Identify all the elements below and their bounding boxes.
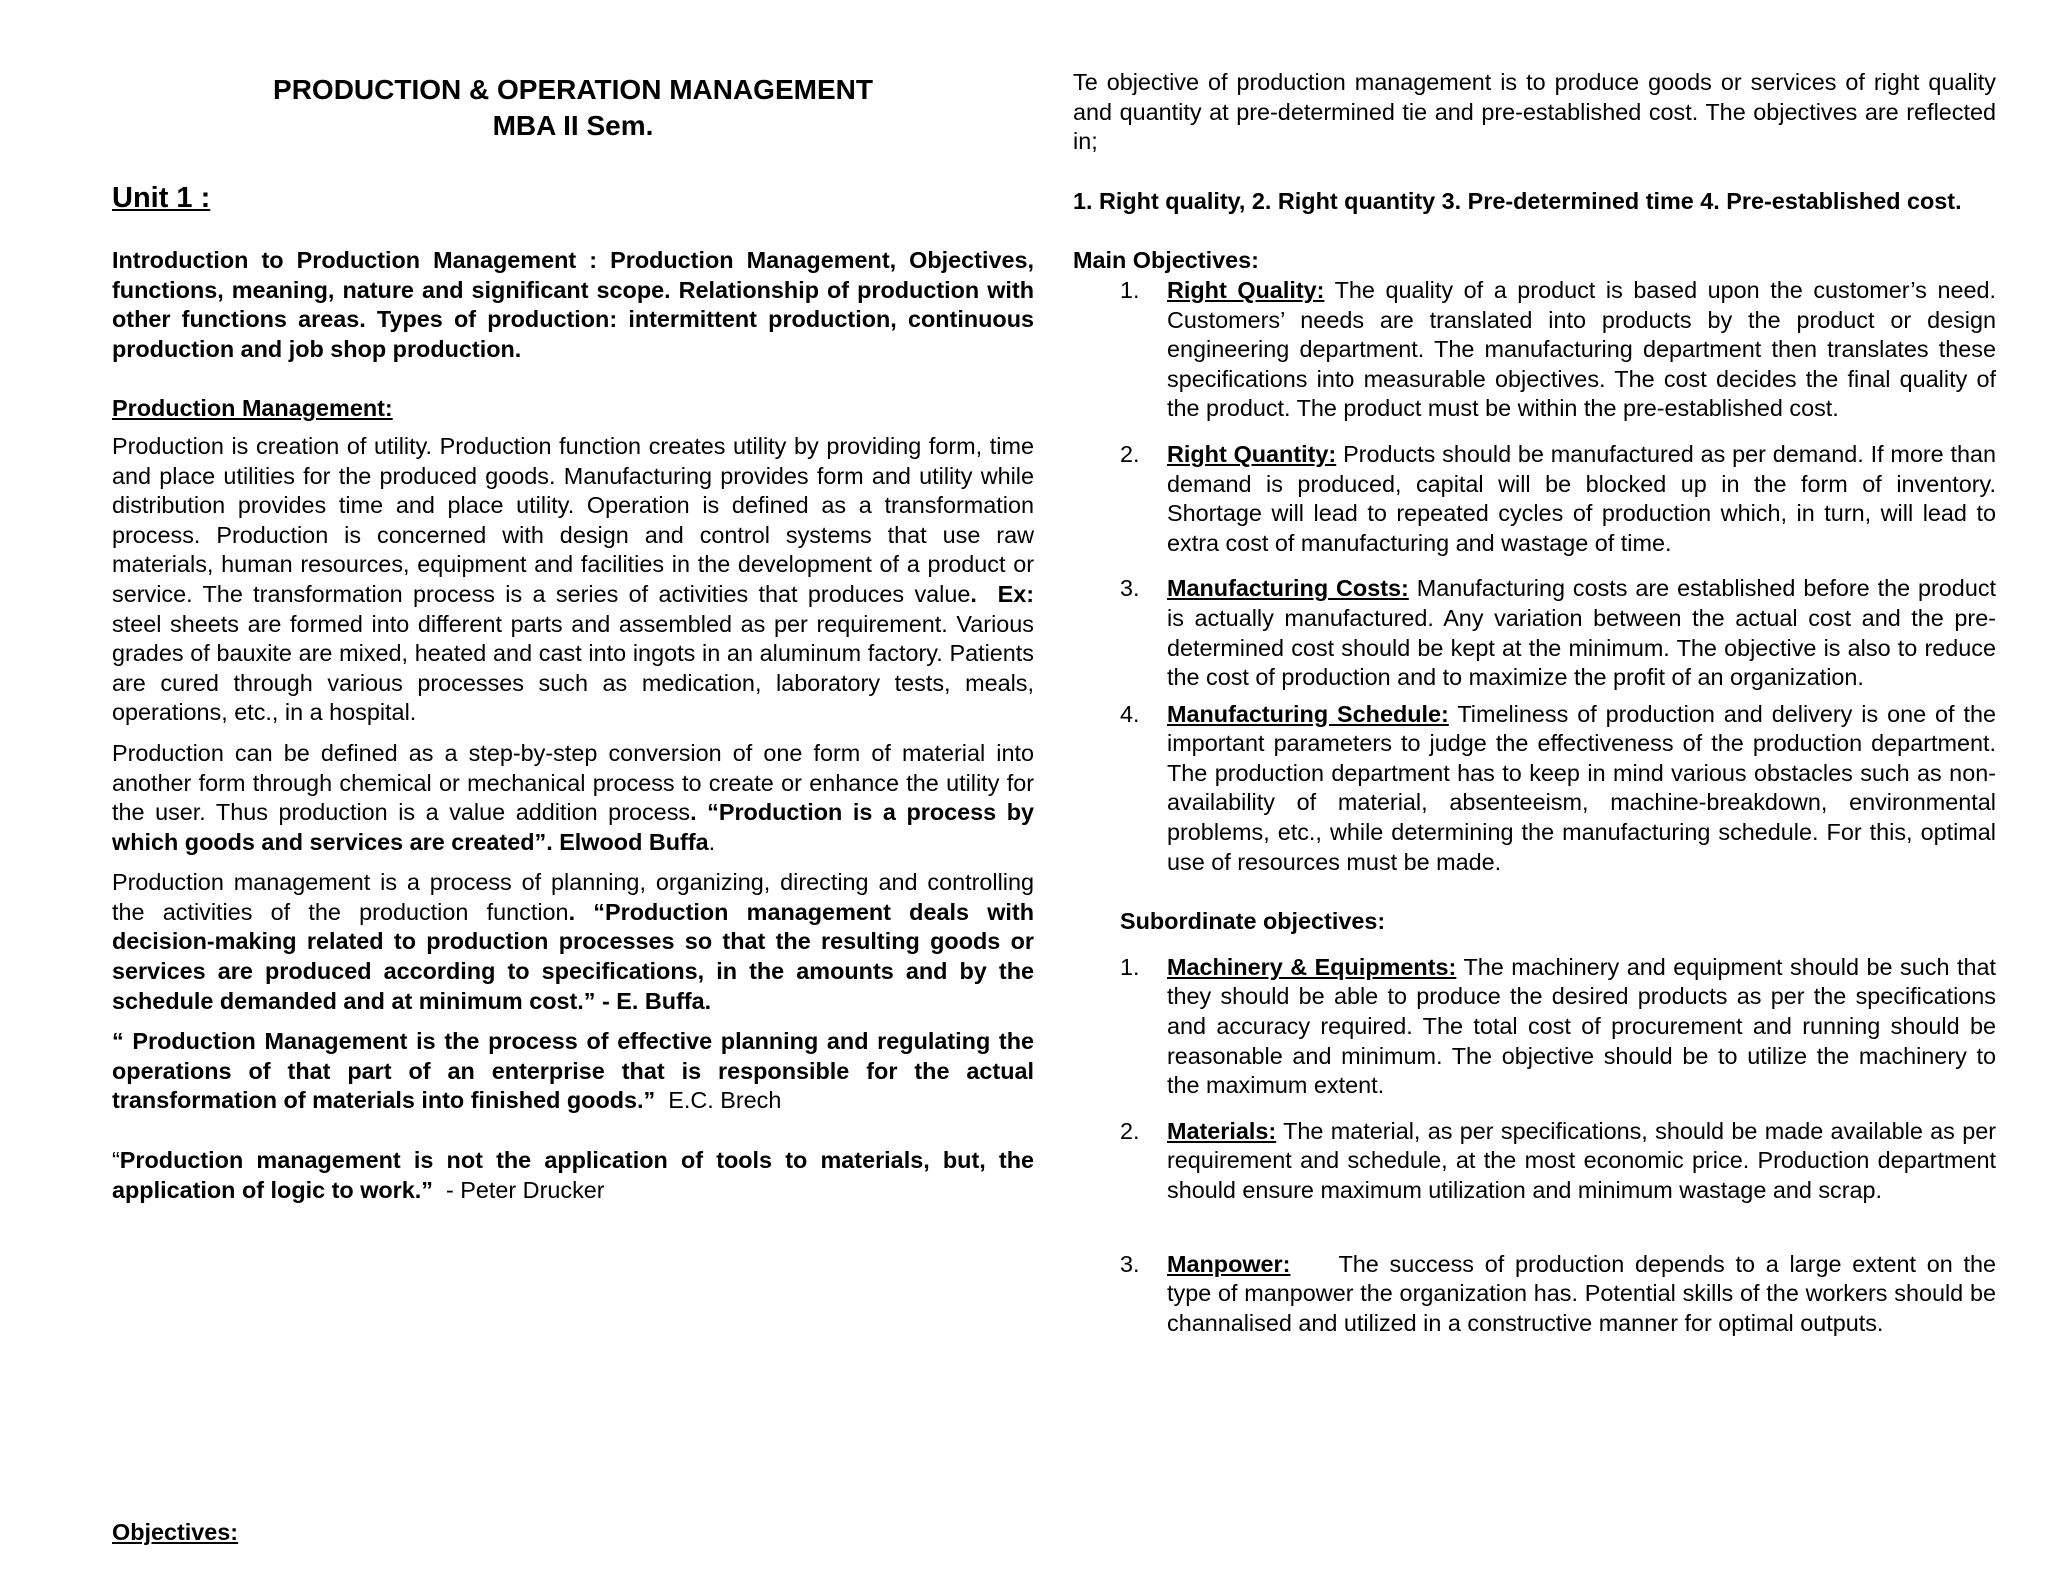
list-item-text: The success of production depends to a large extent on the type of manpower the organization has. Potential skills of the workers should be channalised and utilized in a constructive manner for optimal outputs. [1167, 1250, 1996, 1336]
para2-quote: . “Production is a process by which goods and services are created”. Elwood Buffa [112, 799, 1035, 855]
production-management-heading: Production Management: [112, 395, 393, 422]
list-item [1073, 1250, 1996, 1339]
list-item [1073, 700, 1996, 878]
para1-text-a: Production is creation of utility. Production function creates utility by providing form, time and place utilities for the produced goods. Manufacturing provides form and utility while distribution provides time and place utility. Operation is defined as a transformation process. Production is concerned with design and control systems that use raw materials, human resources, equipment and facilities in the development of a product or service. The transformation process is a series of activities that produces value [112, 432, 1034, 607]
list-item [1073, 953, 1996, 1101]
title-line: PRODUCTION & OPERATION MANAGEMENT [273, 74, 873, 105]
list-number: 1. [1120, 953, 1140, 980]
paragraph-4 [112, 1027, 1034, 1116]
para1-ex-dot: . [970, 580, 977, 607]
para2-end: . [708, 828, 716, 855]
list-number: 3. [1120, 575, 1140, 602]
para5-author: - Peter Drucker [445, 1176, 605, 1203]
list-item [1073, 276, 1996, 424]
subordinate-objectives-list [1073, 953, 1996, 1339]
list-item-label: Manufacturing Costs: [1167, 575, 1409, 602]
objectives-heading: Objectives: [112, 1519, 239, 1545]
para2-text: Production can be defined as a step-by-step conversion of one form of material into another form through chemical or mechanical process to create or enhance the utility for the user. Thus production is a value addition process [112, 739, 1034, 826]
objective-intro: Te objective of production management is to produce goods or services of right quality and quantity at pre-determined tie and pre-established cost. The objectives are reflected in; [1073, 69, 1996, 155]
list-item-text: The machinery and equipment should be such that they should be able to produce the desired products as per the specifications and accuracy required. The total cost of procurement and running should be reasonable and minimum. The objective should be to utilize the machinery to the maximum extent. [1167, 953, 1997, 1099]
list-item-label: Manufacturing Schedule: [1167, 700, 1449, 727]
list-item-label: Machinery & Equipments: [1167, 953, 1457, 980]
para1-ex-label: Ex: [997, 580, 1034, 607]
list-item [1073, 440, 1996, 558]
list-number: 3. [1120, 1250, 1140, 1277]
list-item-text: The material, as per specifications, should be made available as per requirement and schedule, at the most economic price. Production department should ensure maximum utilization and minimum wastage and scrap. [1167, 1117, 1997, 1203]
paragraph-3 [112, 868, 1034, 1016]
list-item-label: Manpower: [1167, 1250, 1291, 1277]
main-objectives-heading: Main Objectives: [1073, 247, 1259, 274]
unit-intro: Introduction to Production Management : Production Management, Objectives, functions, meaning, nature and significant scope. Relationship of production with other functions areas. Types of production: intermittent production, continuous production and job shop production. [112, 247, 1034, 362]
paragraph-1 [112, 432, 1034, 728]
list-item-label: Right Quantity: [1167, 440, 1337, 467]
list-item [1073, 1117, 1996, 1206]
para1-text-b: steel sheets are formed into different parts and assembled as per requirement. Various grades of bauxite are mixed, heated and cast into ingots in an aluminum factory. Patients are cured through various processes such as medication, laboratory tests, meals, operations, etc., in a hospital. [112, 610, 1034, 726]
list-number: 2. [1120, 1117, 1140, 1144]
list-item-label: Materials: [1167, 1117, 1277, 1144]
left-column [112, 62, 1034, 1205]
main-objectives-list [1073, 276, 1996, 877]
list-number: 4. [1120, 700, 1140, 727]
unit-heading: Unit 1 : [112, 182, 211, 214]
paragraph-2 [112, 739, 1034, 857]
reflected-objectives-list: 1. Right quality, 2. Right quantity 3. Pre-determined time 4. Pre-established cost. [1073, 187, 1962, 214]
para5-open-quote: “ [112, 1147, 120, 1174]
document-title [112, 72, 1034, 144]
para4-author: E.C. Brech [668, 1087, 782, 1114]
para3-text: Production management is a process of planning, organizing, directing and controlling the activities of the production function [112, 869, 1034, 925]
para5-quote: Production management is not the application of tools to materials, but, the application of logic to work.” [112, 1147, 1034, 1203]
list-item-text: The quality of a product is based upon the customer’s need. Customers’ needs are translated into products by the product or design engineering department. The manufacturing department then translates these specifications into measurable objectives. The cost decides the final quality of the product. The product must be within the pre-established cost. [1167, 276, 1996, 422]
paragraph-5 [112, 1146, 1034, 1205]
subtitle-line: MBA II Sem. [492, 110, 654, 141]
subordinate-objectives-heading: Subordinate objectives: [1120, 908, 1386, 935]
list-item-label: Right Quality: [1167, 276, 1325, 303]
list-item-text: Timeliness of production and delivery is one of the important parameters to judge the effectiveness of the production department. The production department has to keep in mind various obstacles such as non-availability of material, absenteeism, machine-breakdown, environmental problems, etc., while determining the manufacturing schedule. For this, optimal use of resources must be made. [1167, 700, 1996, 875]
para4-quote: “ Production Management is the process of effective planning and regulating the operations of that part of an enterprise that is responsible for the actual transformation of materials into finished goods.” [112, 1028, 1034, 1114]
list-item-text: Products should be manufactured as per demand. If more than demand is produced, capital will be blocked up in the form of inventory. Shortage will lead to repeated cycles of production which, in turn, will lead to extra cost of manufacturing and wastage of time. [1167, 440, 1997, 556]
para3-quote: . “Production management deals with decision-making related to production processes so that the resulting goods or services are produced according to specifications, in the amounts and by the schedule demanded and at minimum cost.” - E. Buffa. [112, 898, 1034, 1014]
list-number: 2. [1120, 440, 1140, 467]
list-number: 1. [1120, 276, 1140, 303]
right-column [1073, 68, 1996, 1338]
list-item-text: Manufacturing costs are established before the product is actually manufactured. Any variation between the actual cost and the pre-determined cost should be kept at the minimum. The objective is also to reduce the cost of production and to maximize the profit of an organization. [1167, 575, 1997, 691]
list-item [1073, 574, 1996, 692]
